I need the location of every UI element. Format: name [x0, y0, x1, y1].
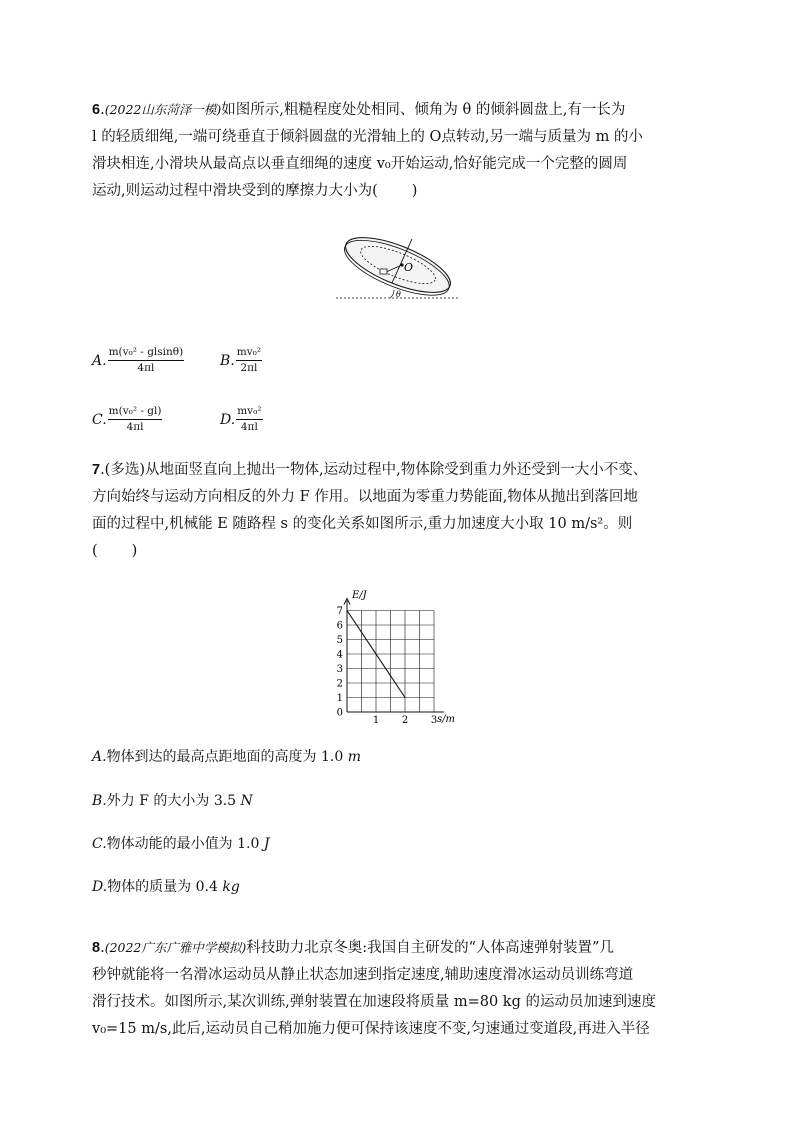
q7-text-2: 方向始终与运动方向相反的外力 F 作用。以地面为零重力势能面,物体从抛出到落回地: [92, 489, 638, 505]
q8-text-3: 滑行技术。如图所示,某次训练,弹射装置在加速段将质量 m=80 kg 的运动员加速到速度: [92, 994, 656, 1010]
q7-option-d-text: 物体的质量为 0.4: [107, 879, 223, 895]
q6-option-c-numerator: m(v₀² - gl): [108, 405, 163, 420]
q7-line-1: [92, 457, 702, 484]
q6-option-a[interactable]: [92, 346, 184, 375]
y-axis-label: E/J: [352, 590, 367, 601]
question-8: [92, 934, 702, 1043]
q6-option-d-fraction: [236, 405, 262, 434]
q7-option-c[interactable]: [92, 833, 269, 853]
q6-option-b-numerator: mv₀²: [236, 346, 262, 361]
q7-option-c-label: C.: [92, 836, 107, 852]
q7-number: 7: [92, 462, 101, 478]
y-tick-label: 6: [336, 620, 343, 632]
angle-arc: [390, 290, 394, 298]
q8-text-1: 科技助力北京冬奥:我国自主研发的“人体高速弹射装置”几: [246, 940, 614, 956]
q6-option-b-label: B.: [220, 352, 235, 369]
q7-option-d-label: D.: [92, 879, 108, 895]
q7-paren-close: ): [131, 543, 138, 559]
inclined-disk-figure: [330, 225, 465, 305]
q6-option-c[interactable]: [92, 405, 162, 434]
q7-option-b-label: B.: [92, 793, 107, 809]
q6-source: (2022山东菏泽一模): [104, 102, 222, 117]
x-tick-label: 3: [430, 715, 438, 726]
q6-option-d-denominator: 4πl: [240, 421, 258, 433]
q6-option-c-label: C.: [92, 411, 107, 428]
x-axis-label: s/m: [437, 714, 455, 725]
q7-option-d[interactable]: [92, 876, 240, 896]
q6-option-b-fraction: [236, 346, 262, 375]
q6-number: 6: [92, 102, 101, 118]
q6-option-d-numerator: mv₀²: [236, 405, 262, 420]
q8-text-4: v₀=15 m/s,此后,运动员自己稍加施力便可保持该速度不变,匀速通过变道段,再进入半径: [92, 1021, 650, 1037]
q7-text-1: .(多选)从地面竖直向上抛出一物体,运动过程中,物体除受到重力外还受到一大小不变、: [100, 462, 648, 478]
q7-option-a-unit: m: [347, 749, 362, 765]
q7-text-3: 面的过程中,机械能 E 随路程 s 的变化关系如图所示,重力加速度大小取 10 m/s²。则: [92, 516, 633, 532]
q7-option-a[interactable]: [92, 746, 361, 766]
q6-option-a-denominator: 4πl: [137, 362, 155, 374]
x-tick-label: 1: [372, 715, 380, 726]
q6-option-c-fraction: [108, 405, 163, 434]
q7-option-c-unit: J: [263, 836, 270, 852]
label-theta: θ: [396, 290, 401, 299]
q6-option-c-denominator: 4πl: [126, 421, 144, 433]
question-6: [92, 96, 702, 205]
q7-option-b[interactable]: [92, 790, 253, 810]
q6-paren-close: ): [411, 183, 418, 199]
q7-option-a-label: A.: [92, 749, 107, 765]
q6-text-1: 如图所示,粗糙程度处处相同、倾角为 θ 的倾斜圆盘上,有一长为: [221, 102, 626, 118]
q6-line-1: 6.(2022山东菏泽一模)如图所示,粗糙程度处处相同、倾角为 θ 的倾斜圆盘上,有一长为: [92, 102, 626, 118]
q6-option-a-fraction: [108, 346, 185, 375]
energy-distance-chart: [320, 584, 465, 726]
chart-grid: [344, 599, 444, 713]
q8-source: (2022广东广雅中学模拟): [104, 940, 247, 955]
q6-line-4: [92, 178, 702, 205]
q6-option-b[interactable]: [220, 346, 262, 375]
q7-option-d-unit: kg: [222, 879, 240, 895]
y-tick-label: 5: [336, 635, 343, 646]
q7-option-b-unit: N: [240, 793, 253, 809]
q6-option-a-label: A.: [92, 352, 107, 369]
q6-option-b-denominator: 2πl: [240, 362, 258, 374]
q8-number: 8: [92, 940, 101, 956]
label-O: O: [404, 261, 414, 274]
slider-block: [380, 269, 387, 274]
q6-text-3: 滑块相连,小滑块从最高点以垂直细绳的速度 v₀开始运动,恰好能完成一个完整的圆周: [92, 156, 628, 172]
q7-option-b-text: 外力 F 的大小为 3.5: [106, 793, 241, 809]
x-tick-label: 2: [401, 715, 409, 726]
q7-option-c-text: 物体动能的最小值为 1.0: [106, 836, 264, 852]
q6-option-d-label: D.: [220, 411, 236, 428]
q6-option-a-numerator: m(v₀² - glsinθ): [108, 346, 185, 361]
q8-line-1: 8.(2022广东广雅中学模拟)科技助力北京冬奥:我国自主研发的“人体高速弹射装置”几: [92, 940, 614, 956]
y-tick-label: 3: [336, 664, 343, 675]
y-tick-label: 4: [336, 649, 343, 661]
q6-option-d[interactable]: [220, 405, 263, 434]
y-tick-label: 2: [336, 678, 343, 690]
q7-line-4: [92, 538, 702, 565]
y-tick-label: 1: [336, 693, 343, 704]
q6-text-2: l 的轻质细绳,一端可绕垂直于倾斜圆盘的光滑轴上的 O点转动,另一端与质量为 m 的小: [92, 129, 643, 145]
chart-ticks: [337, 606, 438, 726]
y-tick-label: 0: [336, 707, 343, 719]
q6-text-4: 运动,则运动过程中滑块受到的摩擦力大小为(: [92, 183, 378, 199]
q7-paren-open: (: [92, 543, 98, 559]
question-7: [92, 457, 702, 565]
y-tick-label: 7: [336, 606, 343, 617]
q8-text-2: 秒钟就能将一名滑冰运动员从静止状态加速到指定速度,辅助速度滑冰运动员训练弯道: [92, 967, 634, 983]
q7-option-a-text: 物体到达的最高点距地面的高度为 1.0: [106, 749, 348, 765]
